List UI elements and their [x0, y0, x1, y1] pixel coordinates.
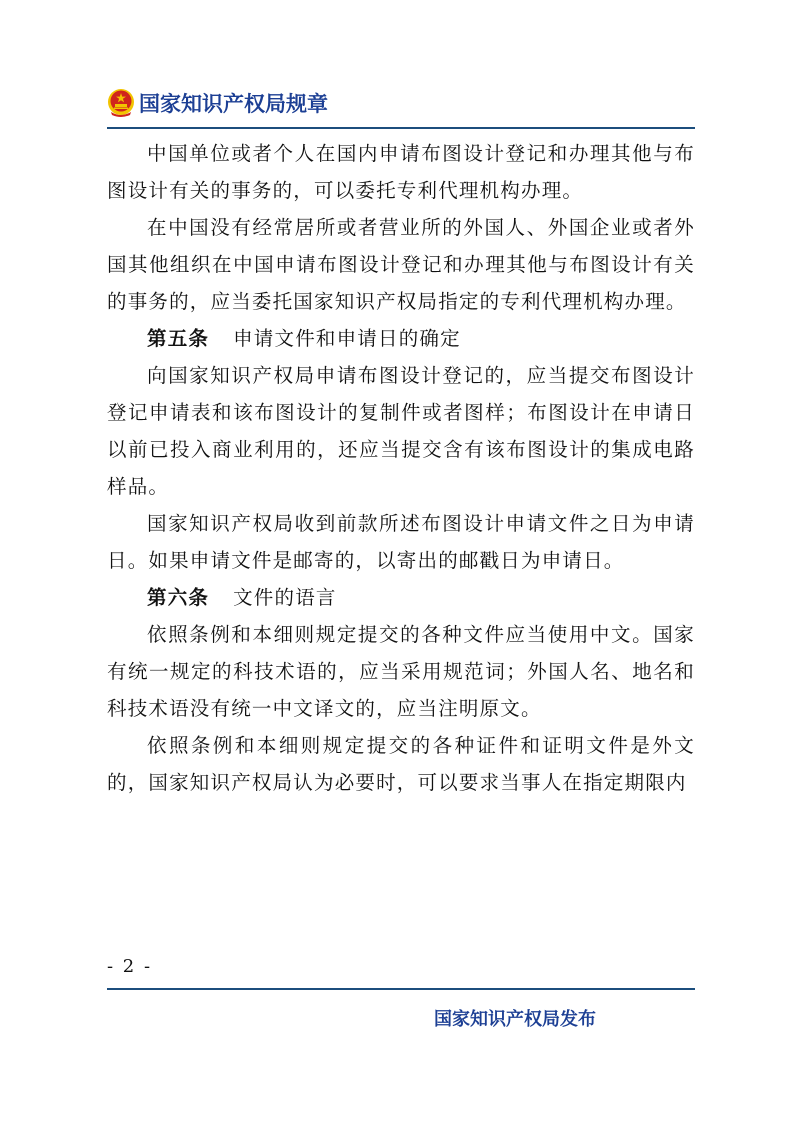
article-number: 第五条 [147, 327, 210, 350]
header-divider [107, 127, 695, 129]
page-number: - 2 - [107, 956, 153, 977]
article-heading [107, 579, 695, 616]
paragraph: 在中国没有经常居所或者营业所的外国人、外国企业或者外国其他组织在中国申请布图设计登记和办理其他与布图设计有关的事务的，应当委托国家知识产权局指定的专利代理机构办理。 [107, 216, 695, 313]
article-number: 第六条 [147, 586, 210, 609]
paragraph: 依照条例和本细则规定提交的各种证件和证明文件是外文的，国家知识产权局认为必要时，可以要求当事人在指定期限内 [107, 734, 695, 794]
paragraph: 依照条例和本细则规定提交的各种文件应当使用中文。国家有统一规定的科技术语的，应当采用规范词；外国人名、地名和科技术语没有统一中文译文的，应当注明原文。 [107, 623, 695, 720]
footer-publisher: 国家知识产权局发布 [434, 1009, 596, 1030]
article-title: 文件的语言 [233, 586, 337, 609]
document-body [107, 135, 695, 801]
article-title: 申请文件和申请日的确定 [233, 327, 461, 350]
national-emblem-icon [107, 88, 135, 118]
paragraph: 国家知识产权局收到前款所述布图设计申请文件之日为申请日。如果申请文件是邮寄的，以寄出的邮戳日为申请日。 [107, 512, 695, 572]
header-title: 国家知识产权局规章 [139, 92, 328, 116]
page-header [107, 86, 328, 120]
paragraph: 中国单位或者个人在国内申请布图设计登记和办理其他与布图设计有关的事务的，可以委托专利代理机构办理。 [107, 142, 695, 202]
footer-divider [107, 988, 695, 990]
paragraph: 向国家知识产权局申请布图设计登记的，应当提交布图设计登记申请表和该布图设计的复制件或者图样；布图设计在申请日以前已投入商业利用的，还应当提交含有该布图设计的集成电路样品。 [107, 364, 695, 498]
article-heading [107, 320, 695, 357]
